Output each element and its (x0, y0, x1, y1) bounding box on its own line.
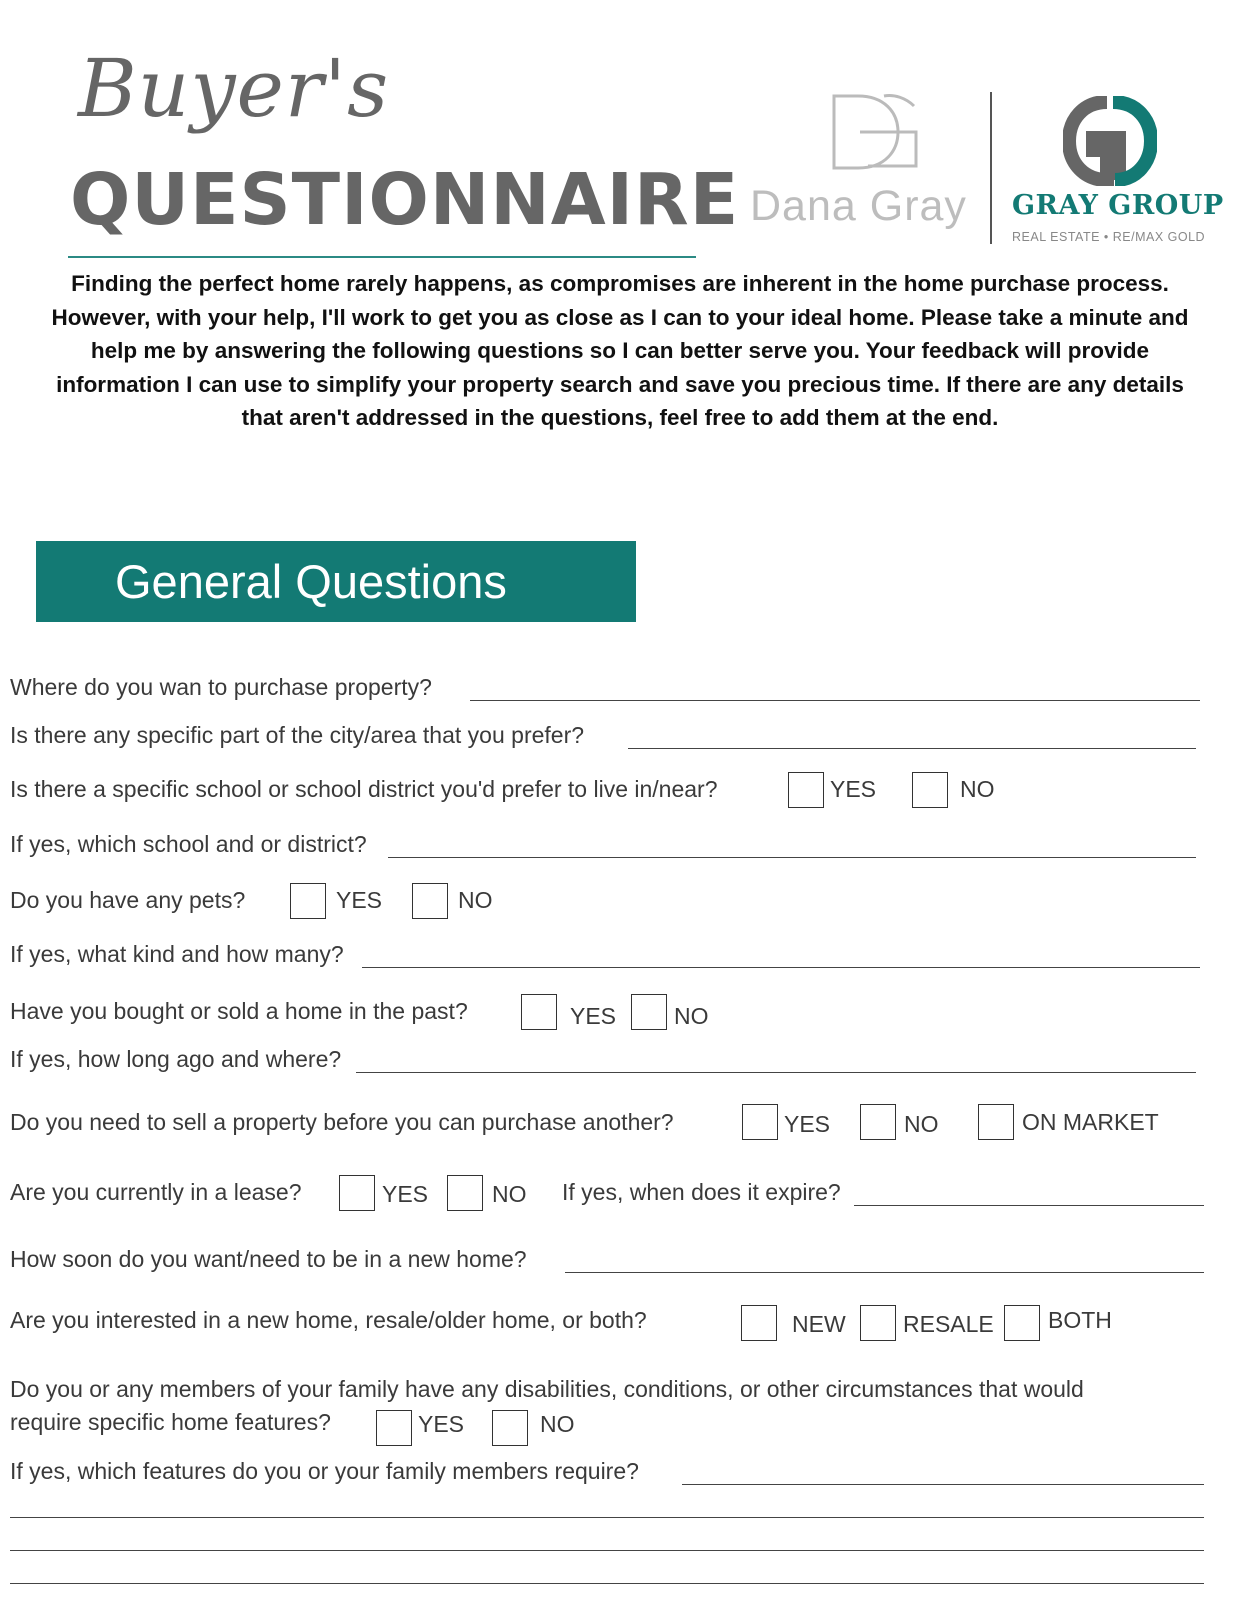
option-lease-yes: YES (382, 1181, 429, 1207)
checkbox-bought-yes[interactable] (521, 994, 557, 1030)
question-which-school: If yes, which school and or district? (10, 831, 367, 857)
gray-group-name: GRAY GROUP (1012, 190, 1224, 221)
question-disabilities-line2: require specific home features? (10, 1409, 331, 1435)
answer-line-preferred-area[interactable] (628, 748, 1196, 749)
question-how-long-ago: If yes, how long ago and where? (10, 1046, 342, 1072)
checkbox-disabilities-yes[interactable] (376, 1410, 412, 1446)
option-bought-yes: YES (570, 1003, 617, 1029)
question-pet-kind: If yes, what kind and how many? (10, 941, 344, 967)
checkbox-disabilities-no[interactable] (492, 1410, 528, 1446)
checkbox-home-resale[interactable] (860, 1305, 896, 1341)
checkbox-pets-yes[interactable] (290, 883, 326, 919)
answer-line-which-school[interactable] (388, 857, 1196, 858)
answer-line-extra-2[interactable] (10, 1550, 1204, 1551)
section-title: General Questions (115, 555, 507, 608)
option-home-resale: RESALE (903, 1311, 994, 1337)
question-purchase-location: Where do you wan to purchase property? (10, 674, 432, 700)
option-lease-no: NO (492, 1181, 527, 1207)
dana-gray-name: Dana Gray (750, 182, 967, 230)
page-title: QUESTIONNAIRE (70, 158, 740, 241)
checkbox-sell-no[interactable] (860, 1104, 896, 1140)
checkbox-school-yes[interactable] (788, 772, 824, 808)
checkbox-sell-on-market[interactable] (978, 1104, 1014, 1140)
option-sell-yes: YES (784, 1111, 831, 1137)
answer-line-pet-kind[interactable] (362, 967, 1200, 968)
script-title: Buyer's (78, 42, 390, 135)
checkbox-bought-no[interactable] (631, 994, 667, 1030)
checkbox-home-both[interactable] (1004, 1305, 1040, 1341)
question-sell-first: Do you need to sell a property before you can purchase another? (10, 1109, 674, 1135)
checkbox-home-new[interactable] (741, 1305, 777, 1341)
option-school-yes: YES (830, 776, 877, 802)
answer-line-features-required[interactable] (682, 1484, 1204, 1485)
checkbox-pets-no[interactable] (412, 883, 448, 919)
dana-gray-monogram-logo (828, 92, 920, 172)
checkbox-sell-yes[interactable] (742, 1104, 778, 1140)
option-disabilities-no: NO (540, 1411, 575, 1437)
option-home-both: BOTH (1048, 1307, 1112, 1333)
option-disabilities-yes: YES (418, 1411, 465, 1437)
option-bought-no: NO (674, 1003, 709, 1029)
intro-paragraph: Finding the perfect home rarely happens, as compromises are inherent in the home purchase process. However, with your help, I'll work to get you as close as I can to your ideal home. Please take a minute and help me by answering the following questions so I can better serve you. Your feedback will provide information I can use to simplify your property search and save you precious time. If there are any details that aren't addressed in the questions, feel free to add them at the end. (51, 271, 1189, 430)
answer-line-extra-3[interactable] (10, 1583, 1204, 1584)
checkbox-lease-no[interactable] (447, 1175, 483, 1211)
answer-line-how-soon[interactable] (565, 1272, 1204, 1273)
checkbox-school-no[interactable] (912, 772, 948, 808)
answer-line-lease-expire[interactable] (854, 1205, 1204, 1206)
answer-line-how-long-ago[interactable] (356, 1072, 1196, 1073)
question-school-district: Is there a specific school or school district you'd prefer to live in/near? (10, 776, 718, 802)
question-how-soon: How soon do you want/need to be in a new home? (10, 1246, 527, 1272)
question-pets: Do you have any pets? (10, 887, 246, 913)
question-lease-expire: If yes, when does it expire? (562, 1179, 841, 1205)
answer-line-extra-1[interactable] (10, 1517, 1204, 1518)
gray-group-subtitle: REAL ESTATE • RE/MAX GOLD (1012, 230, 1206, 244)
question-new-or-resale: Are you interested in a new home, resale/older home, or both? (10, 1307, 647, 1333)
option-sell-on-market: ON MARKET (1022, 1109, 1159, 1135)
gray-group-monogram-logo (1063, 96, 1157, 186)
question-features-required: If yes, which features do you or your family members require? (10, 1458, 639, 1484)
option-pets-no: NO (458, 887, 493, 913)
option-sell-no: NO (904, 1111, 939, 1137)
question-preferred-area: Is there any specific part of the city/area that you prefer? (10, 722, 585, 748)
question-lease: Are you currently in a lease? (10, 1179, 302, 1205)
question-bought-sold: Have you bought or sold a home in the past? (10, 998, 468, 1024)
option-pets-yes: YES (336, 887, 383, 913)
logo-divider (990, 92, 992, 244)
title-underline (68, 256, 696, 258)
option-home-new: NEW (792, 1311, 846, 1337)
answer-line-purchase-location[interactable] (470, 700, 1200, 701)
question-disabilities-line1: Do you or any members of your family have any disabilities, conditions, or other circumstances that would (10, 1376, 1084, 1402)
option-school-no: NO (960, 776, 995, 802)
checkbox-lease-yes[interactable] (339, 1175, 375, 1211)
